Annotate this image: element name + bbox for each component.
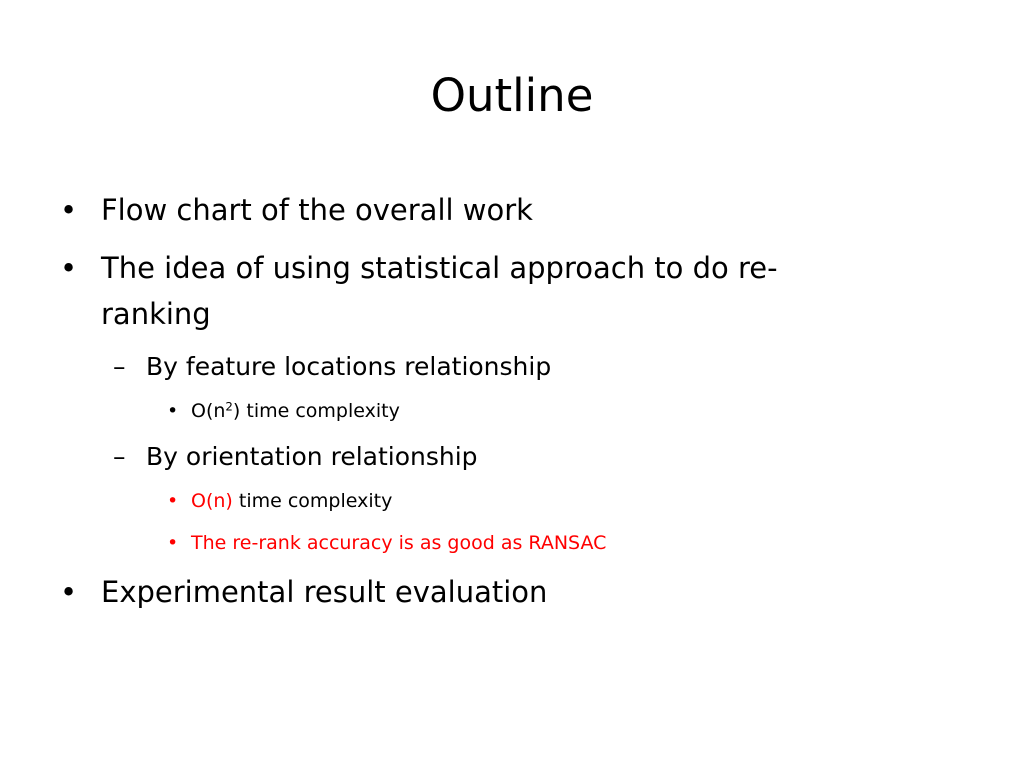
bullet-text-line-2: ranking [101,297,211,331]
subsub-item-text [191,396,400,426]
dash-icon: – [113,352,126,381]
slide-title: Outline [430,69,594,122]
subsub-item-text [191,486,392,516]
bullet-icon: • [60,575,78,609]
subsub-item-text: The re-rank accuracy is as good as RANSAC [191,532,607,554]
bullet-icon: • [167,532,179,554]
bullet-icon: • [167,490,179,512]
bullet-text: Experimental result evaluation [101,575,548,609]
on2-suffix: ) time complexity [232,400,400,422]
bullet-text-line-1: The idea of using statistical approach to do re- [101,251,778,285]
on2-exponent: 2 [225,399,233,414]
dash-icon: – [113,442,126,471]
bullet-icon: • [60,193,78,227]
on-rest: time complexity [232,490,393,512]
on-highlight: O(n) [191,490,233,512]
on2-prefix: O(n [191,400,226,422]
bullet-icon: • [60,251,78,285]
bullet-text: Flow chart of the overall work [101,193,533,227]
sub-item-text: By feature locations relationship [146,352,552,381]
sub-item-text: By orientation relationship [146,442,478,471]
bullet-icon: • [167,400,179,422]
